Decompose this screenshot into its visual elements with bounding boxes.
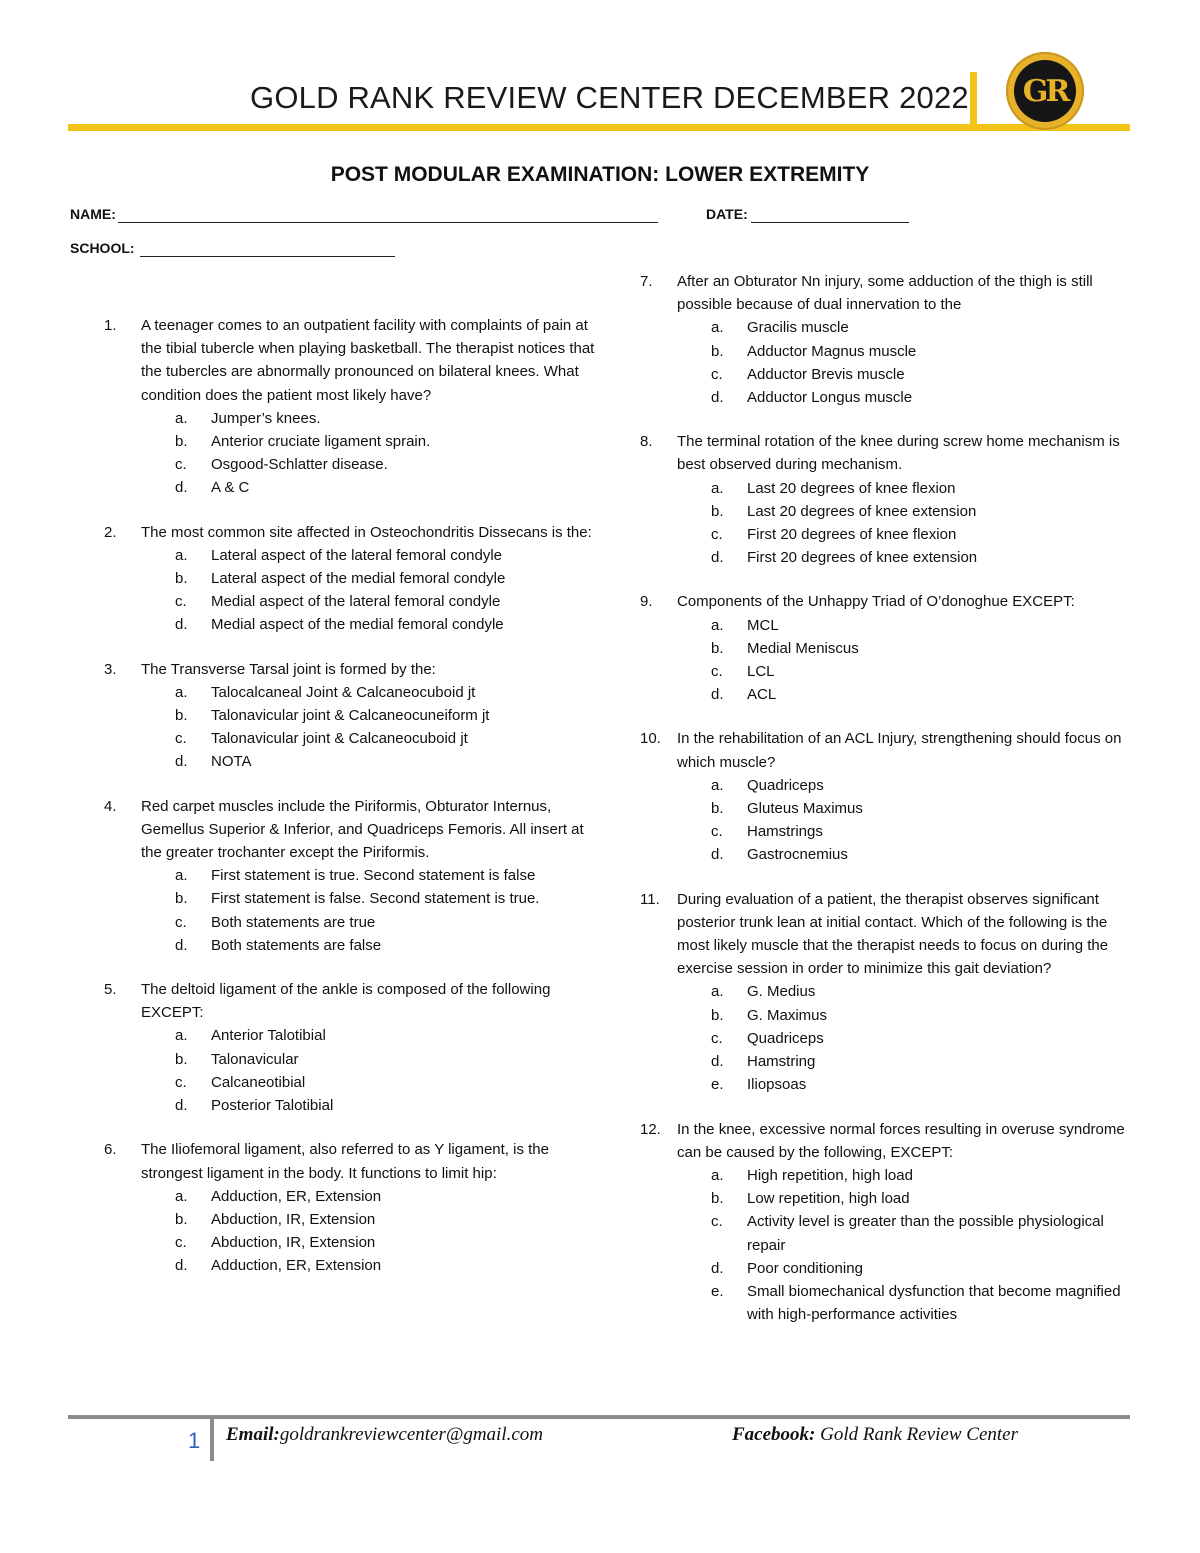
option-text: LCL xyxy=(747,663,775,681)
option-letter: a. xyxy=(175,1027,188,1045)
footer-divider xyxy=(210,1419,214,1461)
answer-option[interactable] xyxy=(104,453,604,476)
option-text: Talocalcaneal Joint & Calcaneocuboid jt xyxy=(211,683,476,701)
footer-rule xyxy=(68,1415,1130,1419)
question-text: The Iliofemoral ligament, also referred to as Y ligament, is the strongest ligament in the body. It functions to limit hip: xyxy=(141,1141,549,1182)
answer-option[interactable] xyxy=(640,637,1135,660)
answer-option[interactable] xyxy=(640,1280,1135,1326)
question-item xyxy=(640,888,1135,1097)
option-text: Low repetition, high load xyxy=(747,1190,910,1208)
answer-option[interactable] xyxy=(640,1004,1135,1027)
option-text: G. Maximus xyxy=(747,1006,828,1024)
option-letter: e. xyxy=(711,1282,724,1300)
answer-option[interactable] xyxy=(640,660,1135,683)
option-text: Abduction, IR, Extension xyxy=(211,1234,376,1252)
question-text: During evaluation of a patient, the therapist observes significant posterior trunk lean at initial contact. Which of the following is the most likely muscle that the therapist needs to focus on during the exercise session in order to minimize this gait deviation? xyxy=(677,890,1109,978)
answer-option[interactable] xyxy=(104,934,604,957)
option-letter: d. xyxy=(711,846,724,864)
option-text: ACL xyxy=(747,686,777,704)
question-text: After an Obturator Nn injury, some adduction of the thigh is still possible because of dual innervation to the xyxy=(677,273,1093,314)
option-text: A & C xyxy=(211,479,250,497)
answer-option[interactable] xyxy=(104,1231,604,1254)
answer-option[interactable] xyxy=(640,1050,1135,1073)
header-title: GOLD RANK REVIEW CENTER DECEMBER 2022 xyxy=(250,80,969,115)
option-text: Medial aspect of the medial femoral condyle xyxy=(211,616,504,634)
school-label: SCHOOL: xyxy=(70,240,135,256)
answer-option[interactable] xyxy=(640,1073,1135,1096)
answer-option[interactable] xyxy=(104,1024,604,1047)
option-text: Talonavicular joint & Calcaneocuneiform jt xyxy=(211,707,490,725)
option-letter: c. xyxy=(711,1213,723,1231)
option-text: Lateral aspect of the lateral femoral condyle xyxy=(211,546,502,564)
question-number: 11. xyxy=(640,890,660,908)
option-letter: c. xyxy=(175,913,187,931)
option-text: MCL xyxy=(747,616,779,634)
question-item xyxy=(640,1118,1135,1327)
question-item xyxy=(640,430,1135,569)
option-text: Jumper’s knees. xyxy=(211,409,321,427)
option-text: High repetition, high load xyxy=(747,1166,913,1184)
answer-option[interactable] xyxy=(640,546,1135,569)
footer-facebook xyxy=(732,1424,1018,1446)
question-text: The most common site affected in Osteochondritis Dissecans is the: xyxy=(141,523,592,541)
answer-option[interactable] xyxy=(640,980,1135,1003)
option-text: Activity level is greater than the possible physiological repair xyxy=(747,1213,1104,1254)
option-letter: b. xyxy=(175,1050,188,1068)
option-letter: c. xyxy=(175,730,187,748)
answer-option[interactable] xyxy=(104,430,604,453)
option-letter: d. xyxy=(175,616,188,634)
option-text: Anterior Talotibial xyxy=(211,1027,326,1045)
question-item xyxy=(640,727,1135,866)
option-letter: e. xyxy=(711,1076,724,1094)
answer-option[interactable] xyxy=(104,864,604,887)
option-text: Adduction, ER, Extension xyxy=(211,1257,382,1275)
option-letter: c. xyxy=(175,1234,187,1252)
question-text: The Transverse Tarsal joint is formed by the: xyxy=(141,660,436,678)
option-text: Hamstrings xyxy=(747,823,823,841)
option-text: Adductor Longus muscle xyxy=(747,389,913,407)
question-number: 8. xyxy=(640,433,653,451)
option-letter: a. xyxy=(175,409,188,427)
option-text: Both statements are false xyxy=(211,936,382,954)
date-field[interactable] xyxy=(751,222,909,223)
question-text: In the rehabilitation of an ACL Injury, strengthening should focus on which muscle? xyxy=(677,730,1122,771)
answer-option[interactable] xyxy=(104,704,604,727)
option-letter: a. xyxy=(175,1187,188,1205)
option-letter: a. xyxy=(711,319,724,337)
answer-option[interactable] xyxy=(640,340,1135,363)
option-letter: d. xyxy=(175,1257,188,1275)
header-rule xyxy=(68,124,1130,131)
question-number: 6. xyxy=(104,1141,117,1159)
option-text: First statement is false. Second statement is true. xyxy=(211,890,540,908)
option-letter: d. xyxy=(711,389,724,407)
option-text: NOTA xyxy=(211,753,252,771)
question-text: Components of the Unhappy Triad of O’donoghue EXCEPT: xyxy=(677,593,1075,611)
option-text: Talonavicular joint & Calcaneocuboid jt xyxy=(211,730,468,748)
question-number: 4. xyxy=(104,797,117,815)
option-text: Poor conditioning xyxy=(747,1259,863,1277)
option-letter: c. xyxy=(175,1073,187,1091)
option-letter: c. xyxy=(175,456,187,474)
question-item xyxy=(640,270,1135,409)
option-letter: c. xyxy=(711,663,723,681)
answer-option[interactable] xyxy=(640,1164,1135,1187)
question-text: In the knee, excessive normal forces resulting in overuse syndrome can be caused by the following, EXCEPT: xyxy=(677,1120,1125,1161)
option-text: Gluteus Maximus xyxy=(747,800,863,818)
option-letter: c. xyxy=(711,1029,723,1047)
footer-email xyxy=(226,1424,543,1446)
option-letter: a. xyxy=(175,546,188,564)
option-text: Adductor Brevis muscle xyxy=(747,365,905,383)
question-number: 2. xyxy=(104,523,117,541)
answer-option[interactable] xyxy=(104,476,604,499)
answer-option[interactable] xyxy=(640,843,1135,866)
option-letter: c. xyxy=(711,365,723,383)
answer-option[interactable] xyxy=(104,1094,604,1117)
answer-option[interactable] xyxy=(640,614,1135,637)
answer-option[interactable] xyxy=(104,1254,604,1277)
option-letter: b. xyxy=(175,433,188,451)
page-number: 1 xyxy=(188,1428,201,1453)
option-text: Anterior cruciate ligament sprain. xyxy=(211,433,431,451)
option-letter: b. xyxy=(175,707,188,725)
answer-option[interactable] xyxy=(104,727,604,750)
option-letter: b. xyxy=(175,570,188,588)
option-text: First 20 degrees of knee flexion xyxy=(747,526,957,544)
answer-option[interactable] xyxy=(104,1071,604,1094)
option-text: Adduction, ER, Extension xyxy=(211,1187,382,1205)
name-label: NAME: xyxy=(70,206,116,222)
question-text: Red carpet muscles include the Piriformis, Obturator Internus, Gemellus Superior & Inferior, and Quadriceps Femoris. All insert at the greater trochanter except the Piriformis. xyxy=(141,797,584,862)
question-number: 10. xyxy=(640,730,661,748)
facebook-label: Facebook: xyxy=(732,1424,816,1445)
answer-option[interactable] xyxy=(640,797,1135,820)
option-letter: b. xyxy=(711,1190,724,1208)
facebook-page-name: Gold Rank Review Center xyxy=(815,1424,1018,1445)
option-text: Last 20 degrees of knee flexion xyxy=(747,479,956,497)
question-item xyxy=(104,658,604,774)
option-text: Calcaneotibial xyxy=(211,1073,306,1091)
answer-option[interactable] xyxy=(640,500,1135,523)
option-letter: d. xyxy=(175,1097,188,1115)
option-text: Gastrocnemius xyxy=(747,846,848,864)
answer-option[interactable] xyxy=(640,316,1135,339)
question-item xyxy=(104,978,604,1117)
answer-option[interactable] xyxy=(640,477,1135,500)
option-letter: b. xyxy=(711,342,724,360)
gold-rank-logo xyxy=(1006,52,1084,130)
option-text: G. Medius xyxy=(747,983,816,1001)
option-letter: a. xyxy=(711,776,724,794)
answer-option[interactable] xyxy=(640,1187,1135,1210)
option-letter: a. xyxy=(711,983,724,1001)
option-text: Osgood-Schlatter disease. xyxy=(211,456,388,474)
question-number: 12. xyxy=(640,1120,661,1138)
question-item xyxy=(104,314,604,500)
option-text: Lateral aspect of the medial femoral condyle xyxy=(211,570,506,588)
answer-option[interactable] xyxy=(640,363,1135,386)
answer-option[interactable] xyxy=(104,1048,604,1071)
option-text: Last 20 degrees of knee extension xyxy=(747,502,977,520)
question-item xyxy=(640,590,1135,706)
option-letter: a. xyxy=(711,1166,724,1184)
answer-option[interactable] xyxy=(104,887,604,910)
option-text: First 20 degrees of knee extension xyxy=(747,549,978,567)
option-text: Both statements are true xyxy=(211,913,376,931)
option-letter: d. xyxy=(175,479,188,497)
questions-column-left xyxy=(104,314,604,1299)
option-text: Iliopsoas xyxy=(747,1076,807,1094)
school-field[interactable] xyxy=(140,256,395,257)
option-letter: a. xyxy=(175,867,188,885)
option-letter: b. xyxy=(711,1006,724,1024)
answer-option[interactable] xyxy=(640,1257,1135,1280)
answer-option[interactable] xyxy=(640,820,1135,843)
option-text: Medial Meniscus xyxy=(747,639,859,657)
answer-option[interactable] xyxy=(104,1208,604,1231)
option-letter: d. xyxy=(711,686,724,704)
question-number: 1. xyxy=(104,317,117,334)
answer-option[interactable] xyxy=(640,1027,1135,1050)
option-letter: a. xyxy=(711,616,724,634)
email-label: Email: xyxy=(226,1424,280,1445)
option-text: Talonavicular xyxy=(211,1050,299,1068)
option-letter: c. xyxy=(175,593,187,611)
answer-option[interactable] xyxy=(104,681,604,704)
answer-option[interactable] xyxy=(640,683,1135,706)
option-text: First statement is true. Second statement is false xyxy=(211,867,536,885)
answer-option[interactable] xyxy=(640,774,1135,797)
option-letter: b. xyxy=(711,502,724,520)
header-divider xyxy=(970,72,977,130)
question-number: 7. xyxy=(640,273,653,290)
answer-option[interactable] xyxy=(104,590,604,613)
exam-title: POST MODULAR EXAMINATION: LOWER EXTREMITY xyxy=(330,163,870,186)
question-item xyxy=(104,1138,604,1277)
questions-column-right xyxy=(640,270,1135,1347)
option-letter: b. xyxy=(175,1210,188,1228)
answer-option[interactable] xyxy=(640,386,1135,409)
option-letter: b. xyxy=(711,800,724,818)
answer-option[interactable] xyxy=(640,1210,1135,1256)
date-label: DATE: xyxy=(706,206,748,222)
option-text: Quadriceps xyxy=(747,1029,824,1047)
option-text: Adductor Magnus muscle xyxy=(747,342,917,360)
option-letter: d. xyxy=(175,936,188,954)
option-letter: d. xyxy=(175,753,188,771)
option-text: Gracilis muscle xyxy=(747,319,849,337)
option-text: Hamstring xyxy=(747,1053,816,1071)
option-letter: c. xyxy=(711,823,723,841)
option-letter: a. xyxy=(711,479,724,497)
question-number: 5. xyxy=(104,981,117,999)
question-text: The deltoid ligament of the ankle is composed of the following EXCEPT: xyxy=(141,981,551,1022)
option-text: Small biomechanical dysfunction that become magnified with high-performance activities xyxy=(747,1282,1121,1324)
option-letter: a. xyxy=(175,683,188,701)
option-text: Abduction, IR, Extension xyxy=(211,1210,376,1228)
question-text: The terminal rotation of the knee during screw home mechanism is best observed during mechanism. xyxy=(677,433,1120,474)
option-letter: d. xyxy=(711,1259,724,1277)
answer-option[interactable] xyxy=(104,750,604,773)
option-letter: d. xyxy=(711,1053,724,1071)
question-number: 3. xyxy=(104,660,117,678)
option-letter: c. xyxy=(711,526,723,544)
answer-option[interactable] xyxy=(640,523,1135,546)
email-address[interactable]: goldrankreviewcenter@gmail.com xyxy=(279,1424,544,1445)
name-field[interactable] xyxy=(118,222,658,223)
answer-option[interactable] xyxy=(104,911,604,934)
option-text: Quadriceps xyxy=(747,776,824,794)
question-number: 9. xyxy=(640,593,653,611)
question-item xyxy=(104,795,604,957)
answer-option[interactable] xyxy=(104,407,604,430)
option-letter: d. xyxy=(711,549,724,567)
option-letter: b. xyxy=(711,639,724,657)
option-text: Posterior Talotibial xyxy=(211,1097,334,1115)
question-text: A teenager comes to an outpatient facility with complaints of pain at the tibial tubercle when playing basketball. The therapist notices that the tubercles are abnormally pronounced on bilateral knees. What condition does the patient most likely have? xyxy=(141,317,595,404)
answer-option[interactable] xyxy=(104,1185,604,1208)
logo-monogram: GR xyxy=(1014,60,1076,122)
answer-option[interactable] xyxy=(104,567,604,590)
question-item xyxy=(104,521,604,637)
option-letter: b. xyxy=(175,890,188,908)
option-text: Medial aspect of the lateral femoral condyle xyxy=(211,593,501,611)
answer-option[interactable] xyxy=(104,544,604,567)
answer-option[interactable] xyxy=(104,613,604,636)
